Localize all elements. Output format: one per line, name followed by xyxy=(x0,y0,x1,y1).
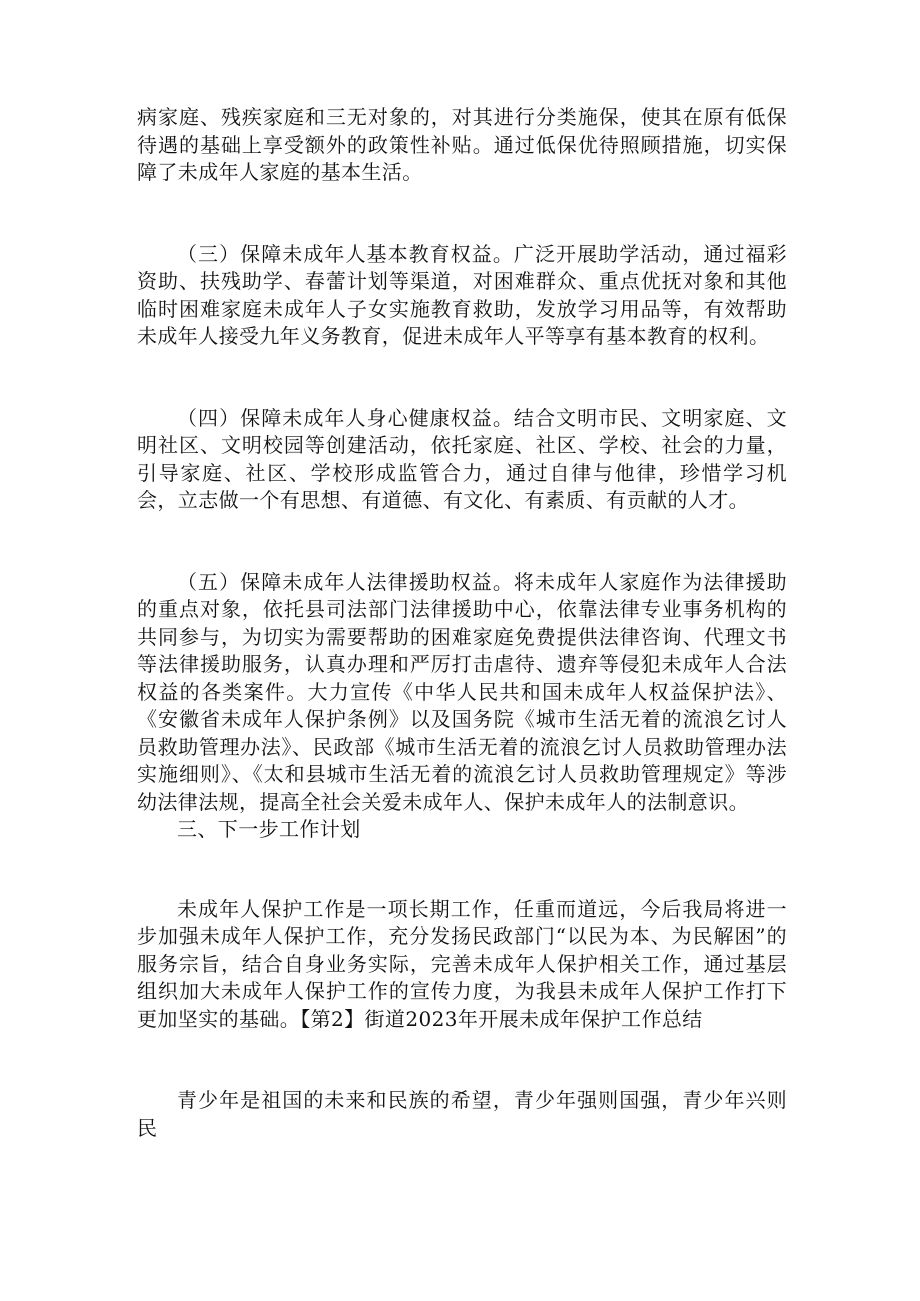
section-heading-next-plan: 三、下一步工作计划 xyxy=(177,817,361,841)
paragraph-education-rights: （三）保障未成年人基本教育权益。广泛开展助学活动，通过福彩资助、扶残助学、春蕾计划等渠道，对困难群众、重点优抚对象和其他临时困难家庭未成年人子女实施教育救助，发放学习用品等，有效帮助未成年人接受九年义务教育，促进未成年人平等享有基本教育的权利。 xyxy=(137,241,787,348)
paragraph-legal-aid-rights: （五）保障未成年人法律援助权益。将未成年人家庭作为法律援助的重点对象，依托县司法部门法律援助中心，依靠法律专业事务机构的共同参与，为切实为需要帮助的困难家庭免费提供法律咨询、代理文书等法律援助服务，认真办理和严厉打击虐待、遗弃等侵犯未成年人合法权益的各类案件。大力宣传《中华人民共和国未成年人权益保护法》、《安徽省未成年人保护条例》以及国务院《城市生活无着的流浪乞讨人员救助管理办法》、民政部《城市生活无着的流浪乞讨人员救助管理办法实施细则》、《太和县城市生活无着的流浪乞讨人员救助管理规定》等涉幼法律法规，提高全社会关爱未成年人、保护未成年人的法制意识。 xyxy=(137,569,787,814)
paragraph-health-rights: （四）保障未成年人身心健康权益。结合文明市民、文明家庭、文明社区、文明校园等创建活动，依托家庭、社区、学校、社会的力量，引导家庭、社区、学校形成监管合力，通过自律与他律，珍惜学习机会，立志做一个有思想、有道德、有文化、有素质、有贡献的人才。 xyxy=(137,405,787,512)
document-body xyxy=(137,104,787,1142)
paragraph-youth-intro: 青少年是祖国的未来和民族的希望，青少年强则国强，青少年兴则民 xyxy=(137,1088,787,1140)
paragraph-low-income-support: 病家庭、残疾家庭和三无对象的，对其进行分类施保，使其在原有低保待遇的基础上享受额外的政策性补贴。通过低保优待照顾措施，切实保障了未成年人家庭的基本生活。 xyxy=(137,105,787,184)
paragraph-work-plan: 未成年人保护工作是一项长期工作，任重而道远，今后我局将进一步加强未成年人保护工作，充分发扬民政部门“以民为本、为民解困”的服务宗旨，结合自身业务实际，完善未成年人保护相关工作，通过基层组织加大未成年人保护工作的宣传力度，为我县未成年人保护工作打下更加坚实的基础。【第2】街道2023年开展未成年保护工作总结 xyxy=(137,896,787,1031)
